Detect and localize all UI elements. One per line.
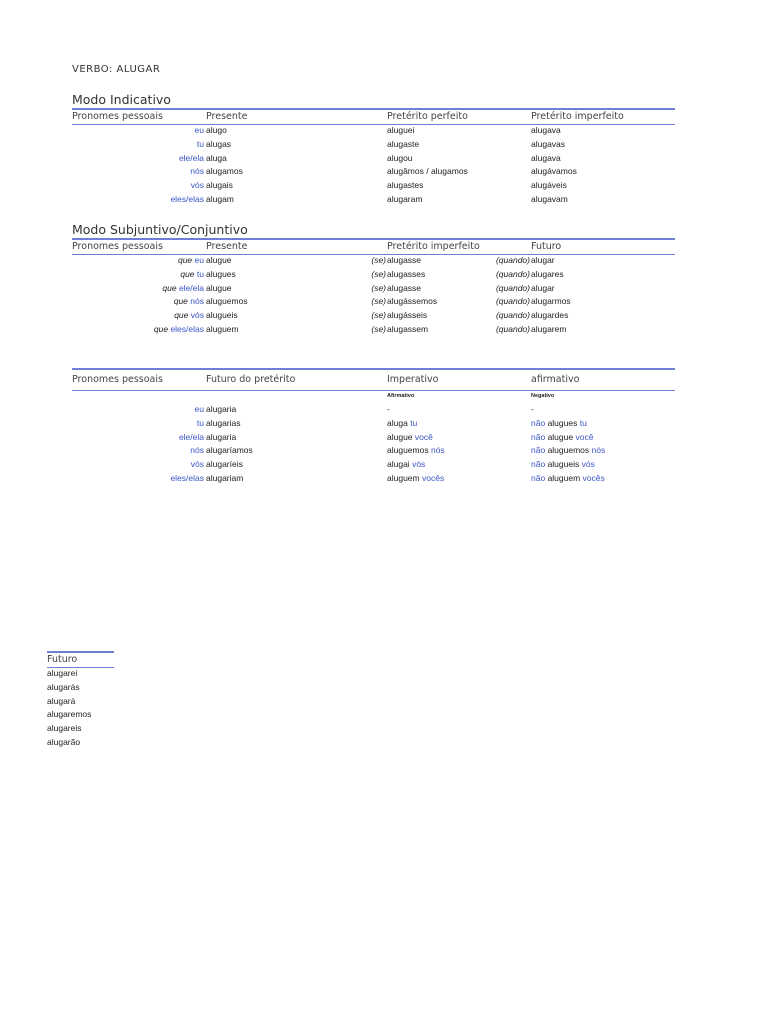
presente-value: alugue: [206, 255, 232, 265]
imperativo-afirmativo: [387, 445, 445, 455]
afirmativo-verb: aluga: [387, 417, 408, 428]
table-row: [0, 459, 768, 472]
futuro-value: alugares: [531, 268, 564, 279]
pronoun: nós: [190, 445, 204, 456]
negativo-verb: alugueis: [547, 459, 580, 470]
pronoun: vós: [190, 459, 204, 470]
afirmativo-verb: aluguem: [387, 473, 420, 483]
presente-value: alugam: [206, 194, 234, 204]
pronoun-group: [174, 296, 204, 306]
nao-particle: não: [531, 459, 546, 470]
afirmativo-verb: -: [387, 404, 390, 414]
col-futuro: Futuro: [531, 241, 562, 252]
futuro-value: alugarmos: [531, 296, 571, 307]
negativo-verb: aluguemos: [547, 445, 590, 456]
indicativo-header: [72, 108, 675, 125]
afirmativo-verb: alugai: [387, 459, 410, 470]
col-presente: Presente: [206, 111, 248, 122]
table-row: [0, 194, 768, 207]
negativo-pronoun: vós: [581, 459, 595, 470]
pronoun-group: [162, 283, 204, 293]
negativo-pronoun: vocês: [582, 473, 605, 483]
futuro-preterito-value: alugaria: [206, 404, 237, 414]
pronoun: eu: [194, 404, 204, 414]
perfeito-value: alugou: [387, 152, 413, 163]
imperativo-negativo: [531, 473, 605, 483]
table-row: [0, 283, 768, 296]
quando-particle: (quando): [495, 268, 530, 279]
se-particle: (se): [371, 255, 386, 265]
futuro-value: alugarás: [47, 681, 80, 692]
pronoun: nós: [190, 296, 204, 307]
col-pronomes: Pronomes pessoais: [72, 241, 163, 252]
pronoun: eu: [194, 125, 204, 135]
table-row: [0, 432, 768, 445]
negativo-pronoun: nós: [591, 445, 606, 456]
presente-value: aluguemos: [206, 296, 248, 307]
col-futuro-preterito: Futuro do pretérito: [206, 374, 296, 385]
negativo-pronoun: você: [575, 431, 594, 442]
quando-particle: (quando): [495, 296, 530, 307]
futuro-value: alugareis: [47, 723, 82, 734]
table-row: [0, 324, 768, 337]
pronoun: vós: [190, 180, 204, 191]
futuro-value: alugar: [531, 255, 555, 265]
imperfeito-value: alugasse: [387, 255, 422, 265]
perfeito-value: aluguei: [387, 125, 415, 135]
futuro-value: alugará: [47, 695, 76, 706]
subjuntivo-header: [72, 238, 675, 255]
sub-negativo-label: Negativo: [531, 393, 555, 399]
que-particle: que: [173, 296, 188, 307]
imperfeito-value: alugassem: [387, 324, 429, 334]
futuro-preterito-value: alugaríeis: [206, 459, 243, 470]
quando-particle: (quando): [495, 310, 530, 321]
futuro-value: alugar: [531, 282, 555, 293]
futuro-value: alugardes: [531, 310, 569, 321]
table-row: [0, 166, 768, 179]
perfeito-value: alugâmos / alugamos: [387, 166, 468, 177]
pronoun: nós: [190, 166, 204, 177]
imperativo-afirmativo: [387, 459, 425, 469]
futuro-value: alugaremos: [47, 709, 92, 720]
table-row: [0, 473, 768, 486]
presente-value: alugueis: [206, 310, 238, 321]
presente-value: alugamos: [206, 166, 243, 177]
table-row: [0, 255, 768, 268]
presente-value: alugo: [206, 125, 227, 135]
subjuntivo-heading: Modo Subjuntivo/Conjuntivo: [72, 222, 248, 237]
imperfeito-value: alugava: [531, 125, 561, 135]
presente-value: alugues: [206, 268, 236, 279]
nao-particle: não: [531, 445, 546, 456]
se-particle: (se): [371, 282, 386, 293]
perfeito-value: alugaste: [387, 138, 420, 149]
presente-value: alugais: [206, 180, 233, 191]
imperfeito-value: alugava: [531, 152, 561, 163]
pronoun: tu: [196, 417, 204, 428]
afirmativo-pronoun: tu: [410, 417, 418, 428]
imperativo-afirmativo: [387, 418, 417, 428]
presente-value: aluga: [206, 152, 227, 163]
col-imperfeito: Pretérito imperfeito: [531, 111, 624, 122]
afirmativo-verb: aluguemos: [387, 445, 429, 456]
col-afirmativo: afirmativo: [531, 374, 580, 385]
pronoun: ele/ela: [178, 282, 204, 293]
table-row: [0, 296, 768, 309]
imperativo-negativo: [531, 404, 534, 414]
futuro-preterito-value: alugarias: [206, 417, 241, 428]
pronoun-group: [180, 269, 204, 279]
imperativo-afirmativo: [387, 432, 433, 442]
quando-particle: (quando): [495, 255, 530, 265]
se-particle: (se): [371, 310, 386, 321]
futuro-preterito-value: alugariam: [206, 473, 244, 483]
col-imperativo: Imperativo: [387, 374, 439, 385]
pronoun: eles/elas: [170, 473, 204, 483]
page-title: VERBO: ALUGAR: [72, 64, 161, 75]
pronoun: vós: [190, 310, 204, 321]
table-row: [0, 139, 768, 152]
pronoun-group: [154, 324, 204, 334]
que-particle: que: [177, 255, 193, 265]
que-particle: que: [174, 310, 189, 321]
futuro-header: [47, 651, 114, 668]
imperativo-afirmativo: [387, 404, 390, 414]
pronoun: eles/elas: [170, 324, 204, 334]
pronoun: tu: [196, 268, 204, 279]
futuro-value: alugarei: [47, 668, 78, 678]
se-particle: (se): [371, 268, 386, 279]
futuro-header-label: Futuro: [47, 654, 78, 665]
quando-particle: (quando): [495, 282, 530, 293]
condicional-header: [72, 368, 675, 391]
col-imperfeito: Pretérito imperfeito: [387, 241, 480, 252]
imperativo-negativo: [531, 418, 587, 428]
perfeito-value: alugastes: [387, 180, 424, 191]
negativo-verb: alugue: [547, 431, 574, 442]
se-particle: (se): [371, 296, 386, 307]
pronoun: ele/ela: [178, 431, 204, 442]
que-particle: que: [180, 268, 195, 279]
table-row: [0, 125, 768, 138]
imperativo-negativo: [531, 459, 595, 469]
futuro-value: alugarem: [531, 324, 567, 334]
imperfeito-value: alugássemos: [387, 296, 438, 307]
table-row: [0, 180, 768, 193]
table-row: [0, 153, 768, 166]
table-row: [0, 310, 768, 323]
negativo-verb: -: [531, 404, 534, 414]
table-row: [0, 418, 768, 431]
sub-afirmativo-label: Afirmativo: [387, 393, 415, 399]
table-row: [0, 404, 768, 417]
que-particle: que: [162, 282, 177, 293]
presente-value: alugas: [206, 138, 232, 149]
nao-particle: não: [531, 431, 546, 442]
imperfeito-value: alugasses: [387, 268, 426, 279]
se-particle: (se): [371, 324, 386, 334]
afirmativo-pronoun: nós: [430, 445, 445, 456]
negativo-verb: alugues: [547, 417, 578, 428]
imperfeito-value: alugavas: [531, 138, 566, 149]
que-particle: que: [153, 324, 169, 334]
imperfeito-value: alugásseis: [387, 310, 428, 321]
table-row: [0, 269, 768, 282]
afirmativo-pronoun: vós: [412, 459, 426, 470]
col-pronomes: Pronomes pessoais: [72, 374, 163, 385]
imperfeito-value: alugavam: [531, 194, 568, 204]
afirmativo-pronoun: você: [414, 431, 433, 442]
afirmativo-verb: alugue: [387, 431, 413, 442]
negativo-verb: aluguem: [547, 473, 581, 483]
imperfeito-value: alugávamos: [531, 166, 577, 177]
nao-particle: não: [531, 473, 546, 483]
presente-value: aluguem: [206, 324, 239, 334]
futuro-preterito-value: alugaria: [206, 431, 237, 442]
pronoun: tu: [196, 138, 204, 149]
perfeito-value: alugaram: [387, 194, 423, 204]
imperativo-negativo: [531, 432, 593, 442]
futuro-value: alugarão: [47, 737, 81, 747]
imperativo-afirmativo: [387, 473, 444, 483]
imperativo-negativo: [531, 445, 605, 455]
col-presente: Presente: [206, 241, 248, 252]
table-row: [0, 445, 768, 458]
negativo-pronoun: tu: [579, 417, 587, 428]
pronoun-group: [178, 255, 204, 265]
pronoun: ele/ela: [178, 152, 204, 163]
presente-value: alugue: [206, 282, 232, 293]
indicativo-heading: Modo Indicativo: [72, 92, 171, 107]
pronoun-group: [174, 310, 204, 320]
futuro-preterito-value: alugaríamos: [206, 445, 253, 456]
imperfeito-value: alugasse: [387, 282, 422, 293]
afirmativo-pronoun: vocês: [421, 473, 445, 483]
pronoun: eles/elas: [170, 194, 204, 204]
col-pronomes: Pronomes pessoais: [72, 111, 163, 122]
imperfeito-value: alugáveis: [531, 180, 567, 191]
nao-particle: não: [531, 417, 546, 428]
col-perfeito: Pretérito perfeito: [387, 111, 468, 122]
quando-particle: (quando): [495, 324, 530, 334]
pronoun: eu: [194, 255, 204, 265]
